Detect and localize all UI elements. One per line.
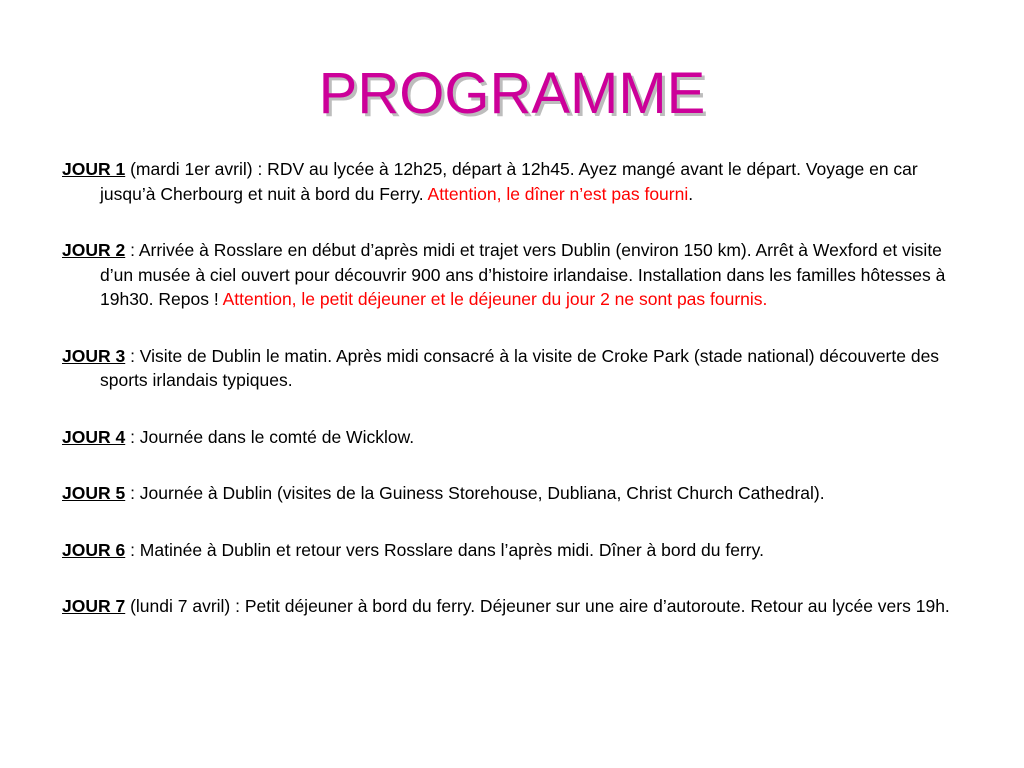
day-1-label: JOUR 1 <box>62 159 126 179</box>
day-1-after: . <box>688 183 694 204</box>
day-1-text: (mardi 1er avril) : RDV au lycée à 12h25, départ à 12h45. Ayez mangé avant le départ. Voyage en car jusqu’à Cherbourg et nuit à bord du Ferry. <box>100 159 918 204</box>
day-6-paragraph <box>62 538 974 563</box>
day-1-paragraph <box>62 157 974 206</box>
day-5-paragraph <box>62 481 974 506</box>
day-2-text: : Arrivée à Rosslare en début d’après midi et trajet vers Dublin (environ 150 km). Arrêt à Wexford et visite d’un musée à ciel ouvert pour découvrir 900 ans d’histoire irlandaise. Installation dans les familles hôtesses à 19h30. Repos ! <box>100 240 946 309</box>
programme-list <box>62 157 974 651</box>
day-7-text: (lundi 7 avril) : Petit déjeuner à bord du ferry. Déjeuner sur une aire d’autoroute. Retour au lycée vers 19h. <box>125 596 950 616</box>
day-5-label: JOUR 5 <box>62 483 126 503</box>
day-7-label: JOUR 7 <box>62 596 126 616</box>
day-3-label: JOUR 3 <box>62 345 126 366</box>
day-4-label: JOUR 4 <box>62 426 126 447</box>
day-6-text: : Matinée à Dublin et retour vers Rosslare dans l’après midi. Dîner à bord du ferry. <box>125 539 764 560</box>
day-2-warning: Attention, le petit déjeuner et le déjeuner du jour 2 ne sont pas fournis. <box>222 289 768 309</box>
day-3-text: : Visite de Dublin le matin. Après midi consacré à la visite de Croke Park (stade national) découverte des sports irlandais typiques. <box>100 345 940 390</box>
day-1-warning: Attention, le dîner n’est pas fourni <box>427 183 689 204</box>
day-5-text: : Journée à Dublin (visites de la Guiness Storehouse, Dubliana, Christ Church Cathedral). <box>125 483 825 503</box>
day-7-paragraph <box>62 594 974 619</box>
day-4-paragraph <box>62 425 974 450</box>
slide-title: PROGRAMME <box>318 61 706 126</box>
day-2-paragraph <box>62 238 974 312</box>
day-6-label: JOUR 6 <box>62 539 126 560</box>
day-4-text: : Journée dans le comté de Wicklow. <box>125 426 415 447</box>
day-3-paragraph <box>62 344 974 393</box>
day-2-label: JOUR 2 <box>62 240 126 260</box>
